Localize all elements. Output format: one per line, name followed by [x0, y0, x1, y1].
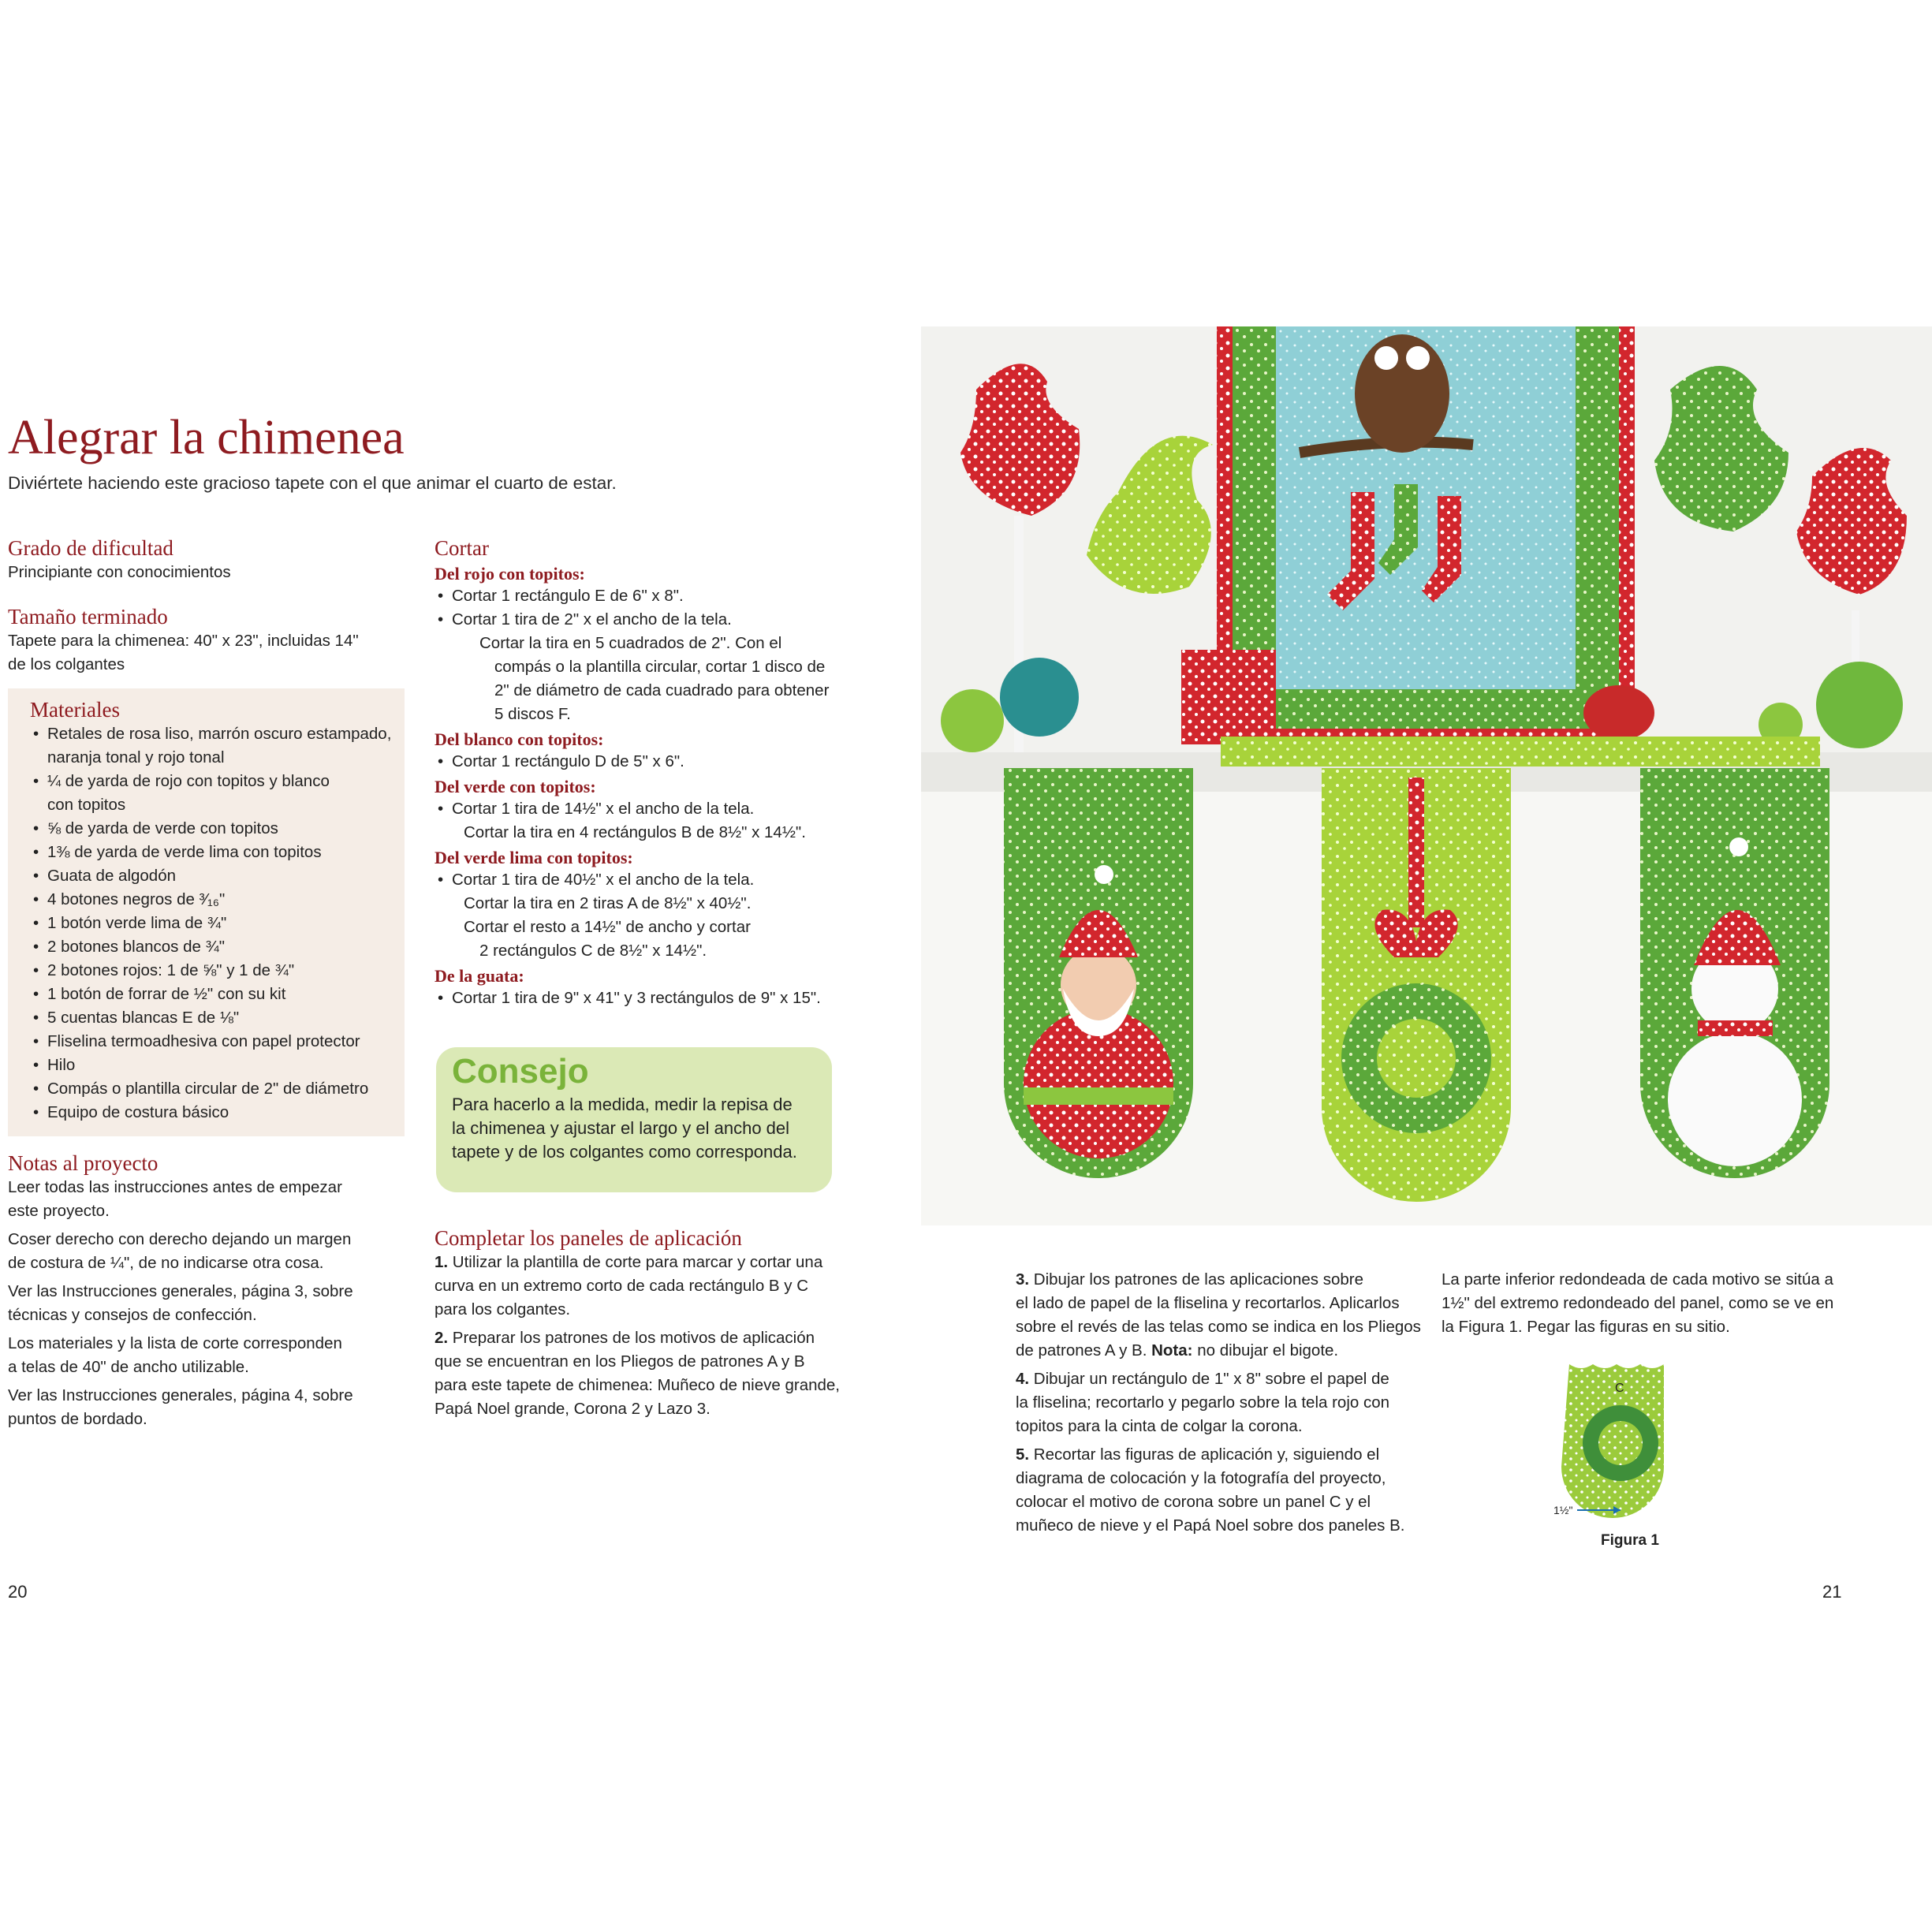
- tip-line-3: tapete y de los colgantes como corresponda.: [452, 1142, 797, 1162]
- cut-lime-line-4: 2 rectángulos C de 8½" x 14½".: [479, 942, 707, 960]
- tip-line-1: Para hacerlo a la medida, medir la repisa de: [452, 1095, 793, 1114]
- step-3: [1016, 1268, 1434, 1363]
- step-text: sobre el revés de las telas como se indica en los Pliegos: [1016, 1318, 1421, 1336]
- material-item: [30, 1030, 401, 1054]
- page-number-right: 21: [1822, 1582, 1842, 1602]
- steps-3-5: [1016, 1268, 1434, 1538]
- step-number: 2.: [435, 1329, 453, 1347]
- bullet: •: [33, 1032, 39, 1050]
- step-text: Utilizar la plantilla de corte para marcar y cortar una: [452, 1253, 823, 1271]
- step-line: [1016, 1467, 1434, 1490]
- cut-section: [435, 536, 845, 1010]
- material-text: Compás o plantilla circular de 2" de diámetro: [47, 1080, 369, 1098]
- placement-paragraph: [1442, 1268, 1859, 1339]
- material-item: [30, 770, 401, 817]
- size-heading: Tamaño terminado: [8, 605, 168, 628]
- difficulty-text: Principiante con conocimientos: [8, 563, 231, 581]
- page-title: Alegrar la chimenea: [8, 411, 405, 464]
- step-text: de patrones A y B.: [1016, 1341, 1147, 1359]
- cut-batting-heading: De la guata:: [435, 966, 524, 986]
- cut-lime-heading: Del verde lima con topitos:: [435, 848, 633, 867]
- material-text: 5 cuentas blancas E de ⅛": [47, 1009, 240, 1027]
- note-paragraph: [8, 1176, 386, 1223]
- tip-content: [452, 1052, 822, 1164]
- tip-line-2: la chimenea y ajustar el largo y el ancho del: [452, 1118, 790, 1138]
- material-item: [30, 1077, 401, 1101]
- figure-letter: C: [1615, 1382, 1624, 1395]
- step-1: [435, 1251, 845, 1322]
- bullet: •: [33, 914, 39, 932]
- material-item: [30, 935, 401, 959]
- material-text: ⅝ de yarda de verde con topitos: [47, 819, 278, 837]
- step-text: Dibujar un rectángulo de 1" x 8" sobre el papel de: [1033, 1370, 1389, 1388]
- note-line: este proyecto.: [8, 1202, 110, 1220]
- step-text: para este tapete de chimenea: Muñeco de nieve grande,: [435, 1376, 840, 1394]
- cut-batting-item-1: • Cortar 1 tira de 9" x 41" y 3 rectángulos de 9" x 15".: [438, 989, 821, 1007]
- step-number: 3.: [1016, 1270, 1034, 1289]
- complete-heading: Completar los paneles de aplicación: [435, 1226, 742, 1250]
- cut-lime-item-1: • Cortar 1 tira de 40½" x el ancho de la tela.: [438, 871, 755, 889]
- bullet: •: [33, 1009, 39, 1027]
- step-text: topitos para la cinta de colgar la corona.: [1016, 1417, 1303, 1435]
- material-item: [30, 983, 401, 1006]
- placement-line: La parte inferior redondeada de cada motivo se sitúa a: [1442, 1270, 1833, 1289]
- note-line: Leer todas las instrucciones antes de empezar: [8, 1178, 342, 1196]
- material-text: Fliselina termoadhesiva con papel protector: [47, 1032, 360, 1050]
- notes-heading: Notas al proyecto: [8, 1151, 159, 1175]
- step-text: la fliselina; recortarlo y pegarlo sobre la tela rojo con: [1016, 1393, 1390, 1412]
- bullet: •: [33, 1080, 39, 1098]
- material-text: Hilo: [47, 1056, 76, 1074]
- material-item: [30, 1006, 401, 1030]
- step-text: para los colgantes.: [435, 1300, 571, 1318]
- cut-green-item-1: • Cortar 1 tira de 14½" x el ancho de la tela.: [438, 800, 755, 818]
- cut-red-line-4: compás o la plantilla circular, cortar 1 disco de: [494, 658, 826, 676]
- cut-red-item-1: • Cortar 1 rectángulo E de 6" x 8".: [438, 587, 684, 605]
- step-line: [435, 1298, 845, 1322]
- complete-section: [435, 1226, 845, 1421]
- cut-green-line-2: Cortar la tira en 4 rectángulos B de 8½" x 14½".: [464, 823, 806, 841]
- material-text: con topitos: [47, 796, 126, 814]
- step-2: [435, 1326, 845, 1421]
- material-text: Equipo de costura básico: [47, 1103, 229, 1121]
- step-line: [435, 1251, 845, 1274]
- materials-list: [30, 722, 401, 1125]
- material-item: [30, 888, 401, 912]
- material-text: 1 botón de forrar de ½" con su kit: [47, 985, 286, 1003]
- material-text: 2 botones rojos: 1 de ⅝" y 1 de ¾": [47, 961, 295, 979]
- step-text: Papá Noel grande, Corona 2 y Lazo 3.: [435, 1400, 711, 1418]
- difficulty-section: [8, 536, 231, 584]
- material-item: [30, 959, 401, 983]
- project-photo: [921, 326, 1932, 1225]
- material-item: [30, 817, 401, 841]
- step-line: [1016, 1315, 1434, 1339]
- difficulty-heading: Grado de dificultad: [8, 536, 173, 560]
- step-text: curva en un extremo corto de cada rectángulo B y C: [435, 1277, 809, 1295]
- note-line: técnicas y consejos de confección.: [8, 1306, 257, 1324]
- step-line: [1016, 1339, 1434, 1363]
- step-line: [1016, 1292, 1434, 1315]
- step-line: [435, 1397, 845, 1421]
- material-text: 1⅜ de yarda de verde lima con topitos: [47, 843, 322, 861]
- note-text: no dibujar el bigote.: [1192, 1341, 1339, 1359]
- step-line: [435, 1350, 845, 1374]
- figure-1: [1546, 1356, 1695, 1561]
- note-paragraph: [8, 1384, 386, 1431]
- step-4: [1016, 1367, 1434, 1438]
- bullet: •: [33, 725, 39, 743]
- materials-heading: Materiales: [30, 698, 120, 722]
- notes-list: [8, 1176, 386, 1431]
- step-line: [1016, 1415, 1434, 1438]
- step-line: [1016, 1268, 1434, 1292]
- bullet: •: [33, 1103, 39, 1121]
- cut-red-line-3: Cortar la tira en 5 cuadrados de 2". Con el: [479, 634, 782, 652]
- note-line: a telas de 40" de ancho utilizable.: [8, 1358, 249, 1376]
- cut-red-item-2: • Cortar 1 tira de 2" x el ancho de la tela.: [438, 610, 732, 628]
- material-text: Retales de rosa liso, marrón oscuro estampado,: [47, 725, 392, 743]
- note-line: Ver las Instrucciones generales, página 4, sobre: [8, 1386, 353, 1404]
- size-line-1: Tapete para la chimenea: 40" x 23", incluidas 14": [8, 632, 359, 650]
- material-text: ¼ de yarda de rojo con topitos y blanco: [47, 772, 330, 790]
- note-paragraph: [8, 1228, 386, 1275]
- bullet: •: [33, 843, 39, 861]
- bullet: •: [33, 1056, 39, 1074]
- step-number: 1.: [435, 1253, 453, 1271]
- material-text: Guata de algodón: [47, 867, 176, 885]
- note-line: puntos de bordado.: [8, 1410, 147, 1428]
- step-line: [435, 1274, 845, 1298]
- step-text: que se encuentran en los Pliegos de patrones A y B: [435, 1352, 805, 1371]
- note-line: Los materiales y la lista de corte corresponden: [8, 1334, 342, 1352]
- step-text: Recortar las figuras de aplicación y, siguiendo el: [1033, 1445, 1380, 1464]
- material-text: 1 botón verde lima de ¾": [47, 914, 227, 932]
- step-text: muñeco de nieve y el Papá Noel sobre dos paneles B.: [1016, 1516, 1405, 1535]
- materials-section: [30, 698, 401, 1125]
- bullet: •: [33, 961, 39, 979]
- bullet: •: [33, 772, 39, 790]
- material-text: 2 botones blancos de ¾": [47, 938, 225, 956]
- cut-white-heading: Del blanco con topitos:: [435, 729, 604, 749]
- step-line: [1016, 1443, 1434, 1467]
- step-line: [1016, 1391, 1434, 1415]
- material-item: [30, 1054, 401, 1077]
- size-line-2: de los colgantes: [8, 655, 125, 673]
- intro-text: Diviértete haciendo este gracioso tapete con el que animar el cuarto de estar.: [8, 473, 617, 493]
- material-item: [30, 841, 401, 864]
- material-text: 4 botones negros de ³⁄₁₆": [47, 890, 226, 908]
- note-paragraph: [8, 1332, 386, 1379]
- note-paragraph: [8, 1280, 386, 1327]
- cut-heading: Cortar: [435, 536, 489, 560]
- figure-measure: 1½": [1553, 1504, 1573, 1516]
- bullet: •: [33, 819, 39, 837]
- step-line: [1016, 1514, 1434, 1538]
- note-label: Nota:: [1151, 1341, 1193, 1359]
- bullet: •: [33, 938, 39, 956]
- placement-note: [1442, 1268, 1859, 1339]
- material-item: [30, 1101, 401, 1125]
- page-number-left: 20: [8, 1582, 28, 1602]
- material-item: [30, 912, 401, 935]
- cut-red-line-5: 2" de diámetro de cada cuadrado para obtener: [494, 681, 830, 699]
- step-line: [435, 1326, 845, 1350]
- step-text: el lado de papel de la fliselina y recortarlos. Aplicarlos: [1016, 1294, 1400, 1312]
- step-number: 4.: [1016, 1370, 1034, 1388]
- material-text: naranja tonal y rojo tonal: [47, 748, 225, 766]
- step-line: [435, 1374, 845, 1397]
- placement-line: 1½" del extremo redondeado del panel, como se ve en: [1442, 1294, 1834, 1312]
- notes-section: [8, 1151, 386, 1436]
- step-number: 5.: [1016, 1445, 1034, 1464]
- material-item: [30, 864, 401, 888]
- cut-red-heading: Del rojo con topitos:: [435, 564, 585, 584]
- cut-lime-line-2: Cortar la tira en 2 tiras A de 8½" x 40½".: [464, 894, 752, 912]
- cut-red-line-6: 5 discos F.: [494, 705, 571, 723]
- cut-green-heading: Del verde con topitos:: [435, 777, 596, 796]
- step-line: [1016, 1490, 1434, 1514]
- figure-caption: Figura 1: [1601, 1532, 1659, 1549]
- step-text: colocar el motivo de corona sobre un panel C y el: [1016, 1493, 1371, 1511]
- placement-line: la Figura 1. Pegar las figuras en su sitio.: [1442, 1318, 1730, 1336]
- size-section: [8, 605, 359, 677]
- material-item: [30, 722, 401, 770]
- cut-white-item-1: • Cortar 1 rectángulo D de 5" x 6".: [438, 752, 684, 770]
- note-line: Coser derecho con derecho dejando un margen: [8, 1230, 352, 1248]
- step-5: [1016, 1443, 1434, 1538]
- bullet: •: [33, 890, 39, 908]
- note-line: Ver las Instrucciones generales, página 3, sobre: [8, 1282, 353, 1300]
- cut-lime-line-3: Cortar el resto a 14½" de ancho y cortar: [464, 918, 751, 936]
- bullet: •: [33, 985, 39, 1003]
- bullet: •: [33, 867, 39, 885]
- step-text: Dibujar los patrones de las aplicaciones sobre: [1033, 1270, 1364, 1289]
- tip-title: Consejo: [452, 1052, 589, 1091]
- step-text: Preparar los patrones de los motivos de aplicación: [452, 1329, 815, 1347]
- step-text: diagrama de colocación y la fotografía del proyecto,: [1016, 1469, 1386, 1487]
- step-line: [1016, 1367, 1434, 1391]
- note-line: de costura de ¼", de no indicarse otra cosa.: [8, 1254, 324, 1272]
